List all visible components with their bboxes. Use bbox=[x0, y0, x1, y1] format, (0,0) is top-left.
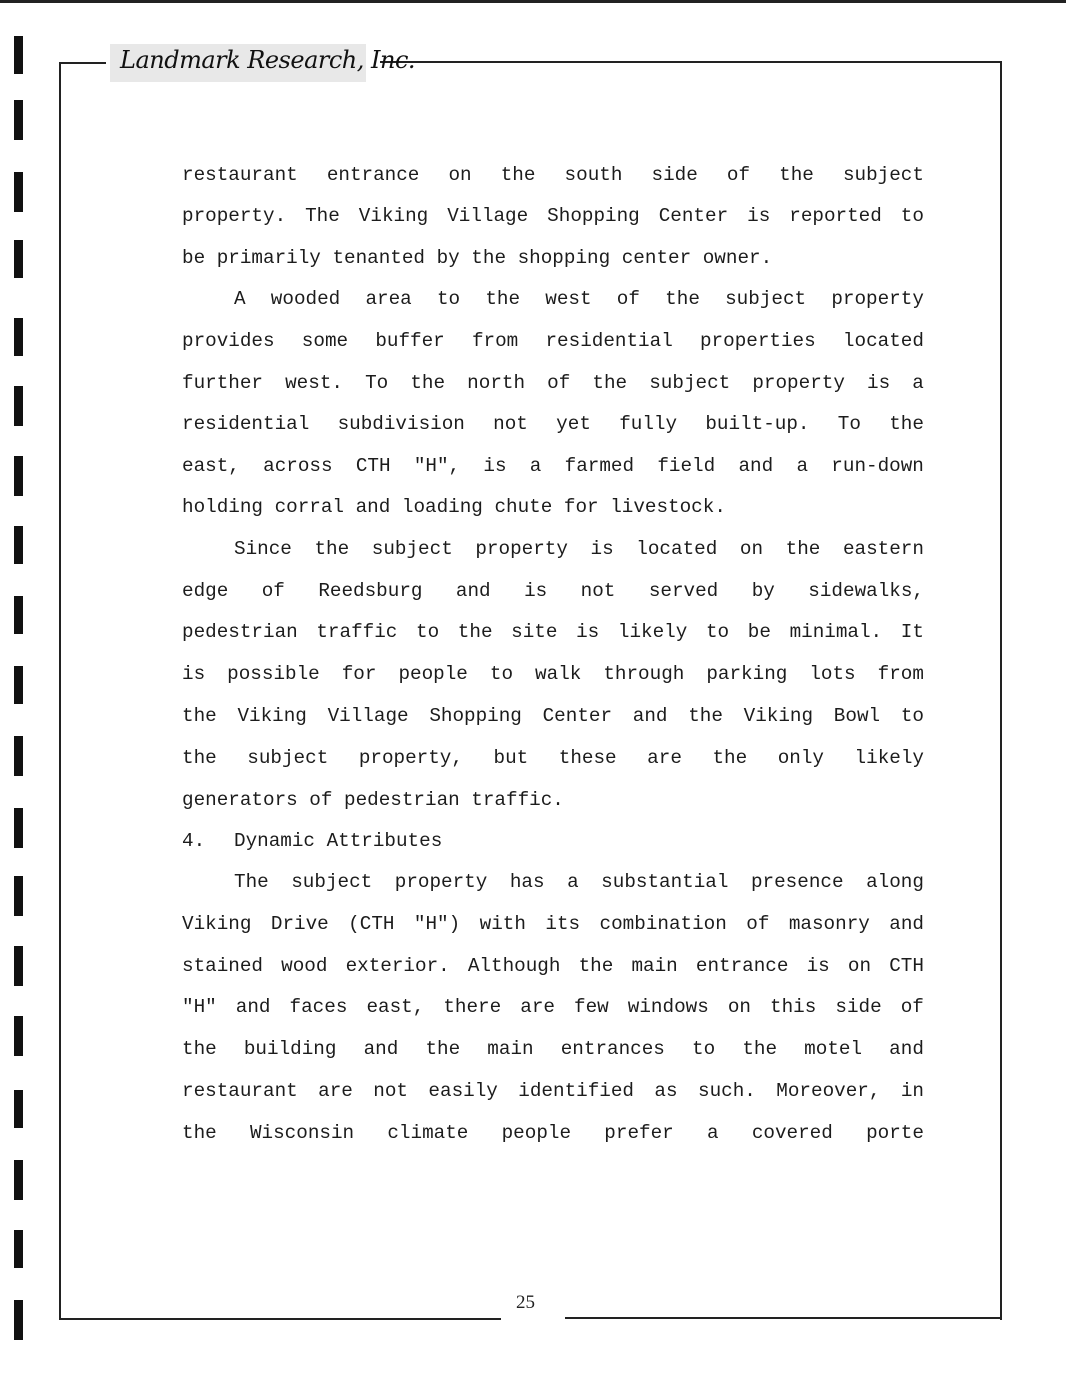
text-line: The subject property has a substantial presence along bbox=[234, 871, 924, 893]
text-line: holding corral and loading chute for livestock. bbox=[182, 496, 726, 518]
binder-mark bbox=[14, 1090, 23, 1128]
binder-mark bbox=[14, 596, 23, 634]
binder-mark bbox=[14, 1230, 23, 1268]
text-line: generators of pedestrian traffic. bbox=[182, 789, 564, 811]
text-line: Since the subject property is located on the eastern bbox=[234, 538, 924, 560]
binder-mark bbox=[14, 736, 23, 776]
text-line: edge of Reedsburg and is not served by sidewalks, bbox=[182, 580, 924, 602]
binder-mark bbox=[14, 1016, 23, 1056]
text-line: provides some buffer from residential properties located bbox=[182, 330, 924, 352]
text-line: stained wood exterior. Although the main entrance is on CTH bbox=[182, 955, 924, 977]
binder-mark bbox=[14, 666, 23, 704]
binder-mark bbox=[14, 1300, 23, 1340]
binder-mark bbox=[14, 1160, 23, 1200]
text-line: residential subdivision not yet fully built-up. To the bbox=[182, 413, 924, 435]
binder-mark bbox=[14, 318, 23, 356]
binder-mark bbox=[14, 808, 23, 848]
text-line: further west. To the north of the subject property is a bbox=[182, 372, 924, 394]
logo-text: Landmark Research, Inc. bbox=[120, 46, 416, 74]
text-line: the subject property, but these are the only likely bbox=[182, 747, 924, 769]
frame-right-rule bbox=[1000, 61, 1002, 1320]
page-number: 25 bbox=[516, 1292, 535, 1313]
binder-mark bbox=[14, 946, 23, 986]
frame-bottom-rule-left bbox=[59, 1318, 501, 1320]
frame-top-rule-right bbox=[380, 61, 1002, 63]
binder-mark bbox=[14, 456, 23, 496]
text-line: east, across CTH "H", is a farmed field and a run-down bbox=[182, 455, 924, 477]
frame-top-rule-left bbox=[59, 62, 106, 64]
text-line: is possible for people to walk through parking lots from bbox=[182, 663, 924, 685]
binder-mark bbox=[14, 526, 23, 564]
section-heading bbox=[182, 826, 924, 856]
text-line: restaurant are not easily identified as such. Moreover, in bbox=[182, 1080, 924, 1102]
page-top-edge bbox=[0, 0, 1066, 3]
binder-mark bbox=[14, 36, 23, 74]
section-title: Dynamic Attributes bbox=[234, 830, 443, 852]
text-line: pedestrian traffic to the site is likely to be minimal. It bbox=[182, 621, 924, 643]
text-line: the building and the main entrances to the motel and bbox=[182, 1038, 924, 1060]
text-line: be primarily tenanted by the shopping center owner. bbox=[182, 247, 773, 269]
frame-left-rule bbox=[59, 62, 61, 1320]
text-line: A wooded area to the west of the subject property bbox=[234, 288, 924, 310]
text-line: restaurant entrance on the south side of the subject bbox=[182, 164, 924, 186]
text-line: the Wisconsin climate people prefer a covered porte bbox=[182, 1122, 924, 1144]
text-line: Viking Drive (CTH "H") with its combination of masonry and bbox=[182, 913, 924, 935]
text-line: property. The Viking Village Shopping Center is reported to bbox=[182, 205, 924, 227]
binder-mark bbox=[14, 100, 23, 140]
text-line: "H" and faces east, there are few windows on this side of bbox=[182, 996, 924, 1018]
frame-bottom-rule-right bbox=[565, 1317, 1002, 1319]
binder-mark bbox=[14, 876, 23, 916]
binder-mark bbox=[14, 172, 23, 212]
text-line: the Viking Village Shopping Center and the Viking Bowl to bbox=[182, 705, 924, 727]
binder-mark bbox=[14, 386, 23, 426]
section-number: 4. bbox=[182, 830, 206, 852]
company-logo bbox=[110, 44, 416, 82]
binder-mark bbox=[14, 240, 23, 278]
